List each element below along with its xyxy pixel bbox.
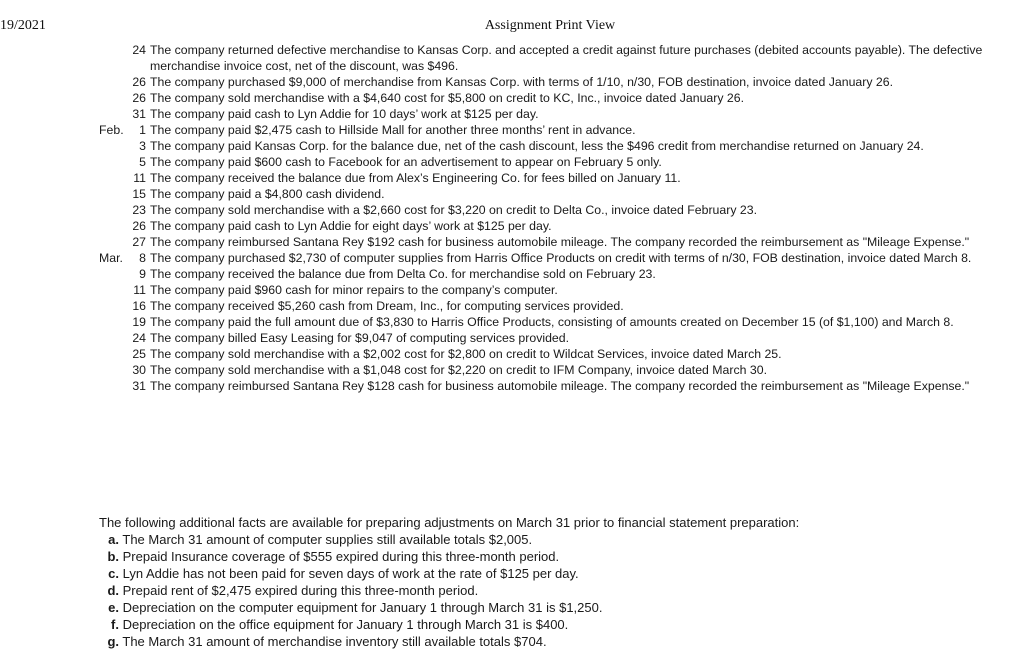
fact-letter: f. xyxy=(111,617,119,632)
entry-day: 31 xyxy=(132,379,146,393)
transaction-entry xyxy=(0,314,1000,330)
fact-letter: d. xyxy=(107,583,119,598)
transaction-entry xyxy=(0,266,1000,282)
entry-day: 26 xyxy=(132,219,146,233)
entry-day: 16 xyxy=(132,299,146,313)
transaction-entry xyxy=(0,42,1000,74)
transaction-entry xyxy=(0,170,1000,186)
entry-day: 1 xyxy=(139,123,146,137)
entry-month: Mar. xyxy=(99,251,123,265)
fact-item xyxy=(99,599,999,616)
fact-text: The March 31 amount of merchandise inventory still available totals $704. xyxy=(122,634,547,649)
entry-day: 23 xyxy=(132,203,146,217)
page-title: Assignment Print View xyxy=(484,18,616,33)
fact-text: Prepaid Insurance coverage of $555 expired during this three-month period. xyxy=(122,549,560,564)
entry-day: 30 xyxy=(132,363,146,377)
entry-text: The company sold merchandise with a $1,048 cost for $2,220 on credit to IFM Company, invoice dated March 30. xyxy=(150,363,767,377)
entry-day: 19 xyxy=(132,315,146,329)
fact-letter: g. xyxy=(107,634,119,649)
transaction-entry xyxy=(0,298,1000,314)
transaction-entry xyxy=(0,122,1000,138)
fact-item xyxy=(99,565,999,582)
transaction-list xyxy=(0,42,1000,394)
entry-day: 27 xyxy=(132,235,146,249)
transaction-entry xyxy=(0,234,1000,250)
entry-text: The company paid $600 cash to Facebook for an advertisement to appear on February 5 only. xyxy=(150,155,662,169)
entry-text: The company sold merchandise with a $2,002 cost for $2,800 on credit to Wildcat Services, invoice dated March 25. xyxy=(150,347,782,361)
entry-text: The company received the balance due from Alex’s Engineering Co. for fees billed on January 11. xyxy=(150,171,681,185)
entry-day: 9 xyxy=(139,267,146,281)
transaction-entry xyxy=(0,378,1000,394)
entry-text: The company returned defective merchandise to Kansas Corp. and accepted a credit against future purchases (debited accounts payable). The defective merchandise invoice cost, net of the discount, was $496. xyxy=(150,43,983,73)
transaction-entry xyxy=(0,106,1000,122)
transaction-entry xyxy=(0,218,1000,234)
fact-text: Prepaid rent of $2,475 expired during this three-month period. xyxy=(122,583,479,598)
entry-day: 24 xyxy=(132,43,146,57)
fact-item xyxy=(99,548,999,565)
transaction-entry xyxy=(0,202,1000,218)
entry-day: 15 xyxy=(132,187,146,201)
entry-text: The company sold merchandise with a $2,660 cost for $3,220 on credit to Delta Co., invoice dated February 23. xyxy=(150,203,757,217)
entry-day: 25 xyxy=(132,347,146,361)
transaction-entry xyxy=(0,138,1000,154)
entry-month: Feb. xyxy=(99,123,124,137)
entry-day: 31 xyxy=(132,107,146,121)
additional-facts xyxy=(99,514,999,650)
entry-day: 3 xyxy=(139,139,146,153)
transaction-entry xyxy=(0,154,1000,170)
fact-text: Lyn Addie has not been paid for seven days of work at the rate of $125 per day. xyxy=(122,566,579,581)
entry-day: 11 xyxy=(133,283,146,297)
entry-text: The company billed Easy Leasing for $9,047 of computing services provided. xyxy=(150,331,570,345)
fact-letter: b. xyxy=(107,549,119,564)
entry-day: 8 xyxy=(139,251,146,265)
entry-day: 11 xyxy=(133,171,146,185)
transaction-entry xyxy=(0,250,1000,266)
entry-text: The company received $5,260 cash from Dream, Inc., for computing services provided. xyxy=(150,299,624,313)
print-date: 19/2021 xyxy=(0,18,46,33)
entry-text: The company paid Kansas Corp. for the balance due, net of the cash discount, less the $496 credit from merchandise returned on January 24. xyxy=(150,139,924,153)
fact-letter: e. xyxy=(108,600,119,615)
transaction-entry xyxy=(0,74,1000,90)
fact-item xyxy=(99,582,999,599)
entry-text: The company paid a $4,800 cash dividend. xyxy=(150,187,385,201)
entry-day: 26 xyxy=(132,91,146,105)
fact-item xyxy=(99,633,999,650)
entry-text: The company paid cash to Lyn Addie for eight days’ work at $125 per day. xyxy=(150,219,552,233)
entry-text: The company reimbursed Santana Rey $128 cash for business automobile mileage. The company recorded the reimbursement as "Mileage Expense." xyxy=(150,379,970,393)
entry-text: The company received the balance due from Delta Co. for merchandise sold on February 23. xyxy=(150,267,656,281)
entry-text: The company purchased $9,000 of merchandise from Kansas Corp. with terms of 1/10, n/30, FOB destination, invoice dated January 26. xyxy=(150,75,894,89)
fact-letter: a. xyxy=(108,532,119,547)
fact-item xyxy=(99,531,999,548)
fact-text: Depreciation on the office equipment for January 1 through March 31 is $400. xyxy=(122,617,569,632)
transaction-entry xyxy=(0,362,1000,378)
fact-item xyxy=(99,616,999,633)
entry-text: The company sold merchandise with a $4,640 cost for $5,800 on credit to KC, Inc., invoice dated January 26. xyxy=(150,91,745,105)
transaction-entry xyxy=(0,346,1000,362)
entry-text: The company purchased $2,730 of computer supplies from Harris Office Products on credit with terms of n/30, FOB destination, invoice dated March 8. xyxy=(150,251,972,265)
entry-day: 26 xyxy=(132,75,146,89)
transaction-entry xyxy=(0,186,1000,202)
entry-day: 5 xyxy=(139,155,146,169)
transaction-entry xyxy=(0,330,1000,346)
transaction-entry xyxy=(0,90,1000,106)
facts-intro: The following additional facts are available for preparing adjustments on March 31 prior to financial statement preparation: xyxy=(99,515,800,530)
fact-text: The March 31 amount of computer supplies still available totals $2,005. xyxy=(122,532,533,547)
fact-letter: c. xyxy=(108,566,119,581)
fact-text: Depreciation on the computer equipment for January 1 through March 31 is $1,250. xyxy=(122,600,603,615)
entry-text: The company paid cash to Lyn Addie for 10 days’ work at $125 per day. xyxy=(150,107,539,121)
entry-day: 24 xyxy=(132,331,146,345)
entry-text: The company paid $2,475 cash to Hillside Mall for another three months’ rent in advance. xyxy=(150,123,636,137)
transaction-entry xyxy=(0,282,1000,298)
entry-text: The company paid $960 cash for minor repairs to the company’s computer. xyxy=(150,283,558,297)
entry-text: The company paid the full amount due of $3,830 to Harris Office Products, consisting of amounts created on December 15 (of $1,100) and March 8. xyxy=(150,315,954,329)
entry-text: The company reimbursed Santana Rey $192 cash for business automobile mileage. The company recorded the reimbursement as "Mileage Expense." xyxy=(150,235,970,249)
